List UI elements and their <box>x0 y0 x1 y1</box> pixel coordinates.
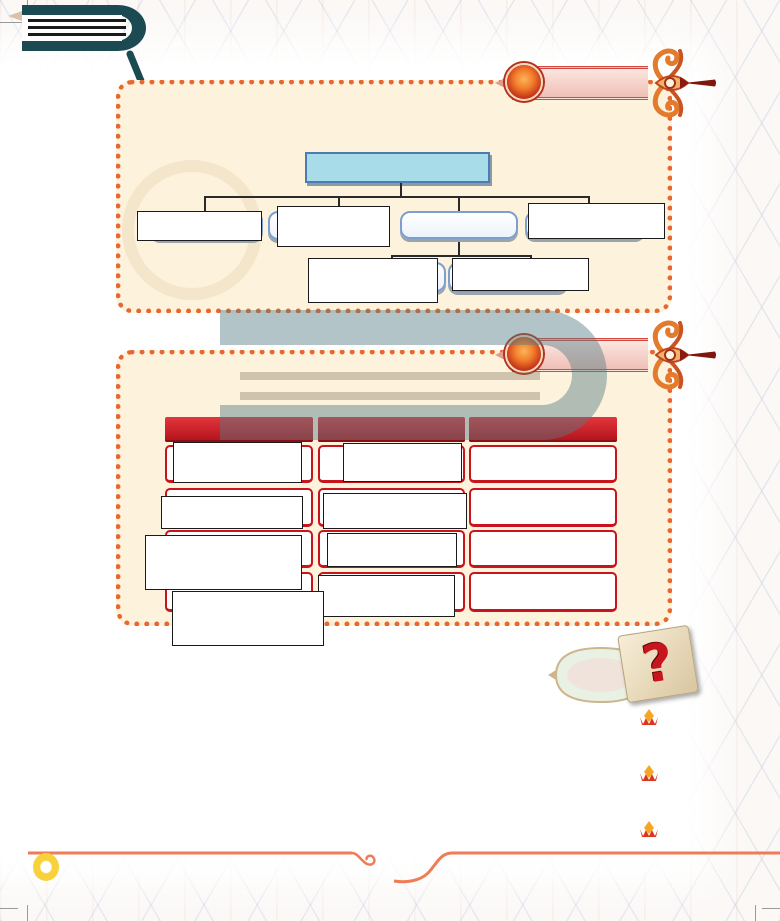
table-header-hadith <box>469 417 617 442</box>
bullet-lotus-icon <box>639 765 659 782</box>
activity-number-badge <box>505 335 543 373</box>
activity2-header <box>490 314 720 394</box>
answer-box-sayer <box>343 443 462 482</box>
crop-mark <box>0 908 18 909</box>
table-row-label <box>469 572 617 612</box>
answer-box-qudsi <box>528 203 665 239</box>
table-header-sayer <box>318 417 465 442</box>
connector-line <box>391 255 532 257</box>
activity-title <box>548 64 644 102</box>
answer-box-sayer <box>327 533 457 567</box>
connector-line <box>204 196 590 198</box>
concept-map-root <box>305 152 490 183</box>
answer-box-mawquf-sarih <box>452 258 589 291</box>
question-card-icon: ? <box>617 625 699 703</box>
header-ornament-icon <box>640 43 716 123</box>
activity1-header <box>490 42 720 122</box>
activity-title <box>548 336 644 374</box>
answer-box-authenticity-multi <box>172 591 324 646</box>
bullet-lotus-icon <box>639 709 659 726</box>
concept-node-marfu <box>400 211 518 239</box>
activity-number-badge <box>505 63 543 101</box>
table-row-label <box>469 530 617 568</box>
crop-mark <box>762 908 780 909</box>
connector-line <box>204 196 206 211</box>
answer-box-authenticity-multi <box>145 535 302 590</box>
table-row-label <box>469 445 617 483</box>
header-ornament-icon <box>640 315 716 395</box>
answer-box-maqtu <box>137 211 262 241</box>
answer-box-sayer <box>318 575 455 617</box>
table-row-label <box>469 488 617 527</box>
connector-line <box>458 240 460 256</box>
answer-box-authenticity <box>161 496 303 529</box>
answer-box-sayer <box>323 493 467 529</box>
connector-line <box>458 196 460 211</box>
crop-mark <box>27 905 28 921</box>
table-header-authenticity <box>165 417 313 442</box>
crop-mark <box>755 905 756 921</box>
answer-box-authenticity <box>173 442 302 483</box>
chapter-marker-icon <box>33 853 59 881</box>
connector-line <box>400 183 402 197</box>
answer-box-mawquf <box>277 206 390 247</box>
footer-rule <box>0 835 780 895</box>
answer-box-mawquf-hukman <box>308 258 438 303</box>
